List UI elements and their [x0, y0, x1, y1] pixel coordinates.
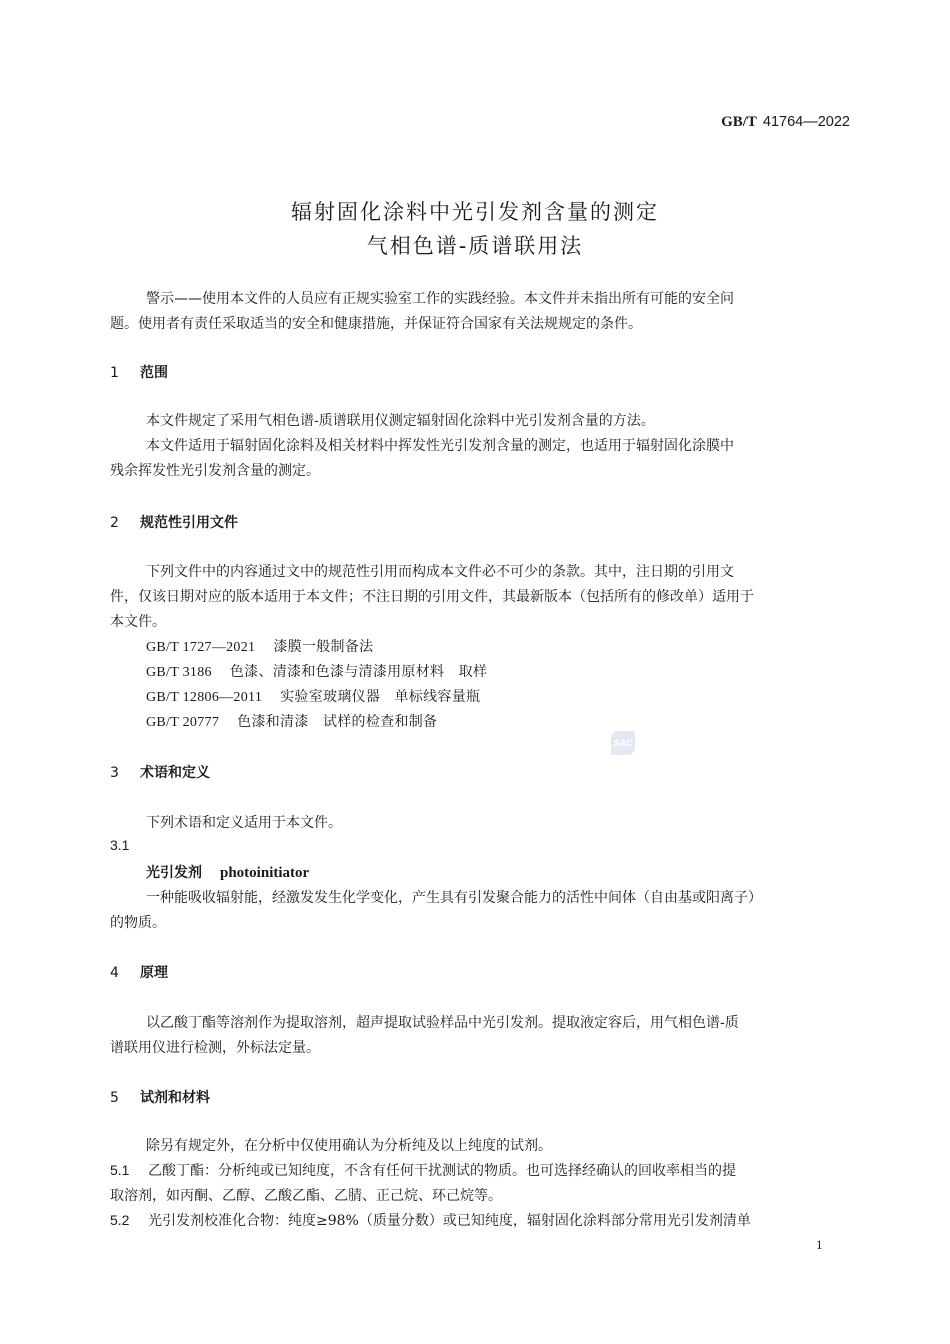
section-number: 4 — [110, 965, 119, 981]
scope-paragraph-2-line2: 残余挥发性光引发剂含量的测定。 — [110, 463, 320, 479]
reagent-item-5-2-line1 — [110, 1210, 751, 1230]
reagents-intro: 除另有规定外，在分析中仅使用确认为分析纯及以上纯度的试剂。 — [146, 1138, 552, 1154]
standard-prefix: GB/T — [721, 114, 757, 130]
principle-paragraph-line2: 谱联用仪进行检测，外标法定量。 — [110, 1040, 320, 1056]
term-number: 3.1 — [110, 837, 130, 853]
sac-watermark-logo: SAC — [611, 731, 635, 755]
principle-paragraph-line1: 以乙酸丁酯等溶剂作为提取溶剂，超声提取试验样品中光引发剂。提取液定容后，用气相色谱-质 — [146, 1015, 739, 1031]
reagent-item-5-1-line1 — [110, 1160, 736, 1180]
section-heading-normative-references — [110, 512, 238, 532]
term-chinese: 光引发剂 — [146, 865, 202, 881]
section-number: 1 — [110, 365, 119, 381]
item-text: 乙酸丁酯：分析纯或已知纯度，不含有任何干扰测试的物质。也可选择经确认的回收率相当的提 — [148, 1163, 736, 1179]
document-title-line2: 气相色谱-质谱联用法 — [366, 234, 584, 258]
section-heading-terms — [110, 762, 210, 782]
section-number: 2 — [110, 515, 119, 531]
section-title: 规范性引用文件 — [140, 515, 238, 531]
standard-code: 41764—2022 — [762, 114, 850, 130]
section-heading-principle — [110, 962, 168, 982]
reagent-item-5-1-line2: 取溶剂，如丙酮、乙醇、乙酸乙酯、乙腈、正己烷、环己烷等。 — [110, 1188, 502, 1204]
references-paragraph-line3: 本文件。 — [110, 614, 166, 630]
item-text: 光引发剂校准化合物：纯度≥98%（质量分数）或已知纯度，辐射固化涂料部分常用光引发剂清单 — [148, 1213, 751, 1229]
warning-line1: 警示——使用本文件的人员应有正规实验室工作的实践经验。本文件并未指出所有可能的安全问 — [146, 291, 734, 307]
reference-item — [146, 711, 437, 731]
term-entry — [146, 862, 309, 882]
references-paragraph-line1: 下列文件中的内容通过文中的规范性引用而构成本文件必不可少的条款。其中，注日期的引用文 — [146, 564, 734, 580]
reference-title: 色漆和清漆 试样的检查和制备 — [237, 714, 438, 730]
scope-paragraph-1: 本文件规定了采用气相色谱-质谱联用仪测定辐射固化涂料中光引发剂含量的方法。 — [146, 413, 655, 429]
reference-code: GB/T 20777 — [146, 715, 220, 730]
reference-item — [146, 686, 480, 706]
term-definition-line2: 的物质。 — [110, 915, 166, 931]
reference-item — [146, 661, 487, 681]
reference-code: GB/T 3186 — [146, 665, 212, 680]
page-number: 1 — [816, 1237, 823, 1252]
section-number: 5 — [110, 1090, 119, 1106]
reference-item — [146, 636, 373, 656]
section-title: 试剂和材料 — [140, 1090, 210, 1106]
term-english: photoinitiator — [220, 865, 310, 881]
section-title: 术语和定义 — [140, 765, 210, 781]
section-heading-scope — [110, 362, 168, 382]
standard-number — [600, 114, 850, 131]
warning-line2: 题。使用者有责任采取适当的安全和健康措施，并保证符合国家有关法规规定的条件。 — [110, 316, 642, 332]
scope-paragraph-2-line1: 本文件适用于辐射固化涂料及相关材料中挥发性光引发剂含量的测定，也适用于辐射固化涂膜中 — [146, 438, 734, 454]
section-title: 范围 — [140, 365, 168, 381]
term-definition-line1: 一种能吸收辐射能，经激发发生化学变化，产生具有引发聚合能力的活性中间体（自由基或阳离子） — [146, 890, 762, 906]
terms-intro: 下列术语和定义适用于本文件。 — [146, 815, 342, 831]
section-heading-reagents — [110, 1087, 210, 1107]
section-title: 原理 — [140, 965, 168, 981]
reference-code: GB/T 12806—2011 — [146, 690, 263, 705]
document-title-line1: 辐射固化涂料中光引发剂含量的测定 — [291, 200, 659, 224]
section-number: 3 — [110, 765, 119, 781]
reference-title: 色漆、清漆和色漆与清漆用原材料 取样 — [229, 664, 488, 680]
item-number: 5.1 — [110, 1162, 130, 1178]
reference-code: GB/T 1727—2021 — [146, 640, 256, 655]
references-paragraph-line2: 件，仅该日期对应的版本适用于本文件；不注日期的引用文件，其最新版本（包括所有的修改单）适用于 — [110, 589, 754, 605]
item-number: 5.2 — [110, 1212, 130, 1228]
reference-title: 实验室玻璃仪器 单标线容量瓶 — [280, 689, 481, 705]
reference-title: 漆膜一般制备法 — [273, 639, 374, 655]
